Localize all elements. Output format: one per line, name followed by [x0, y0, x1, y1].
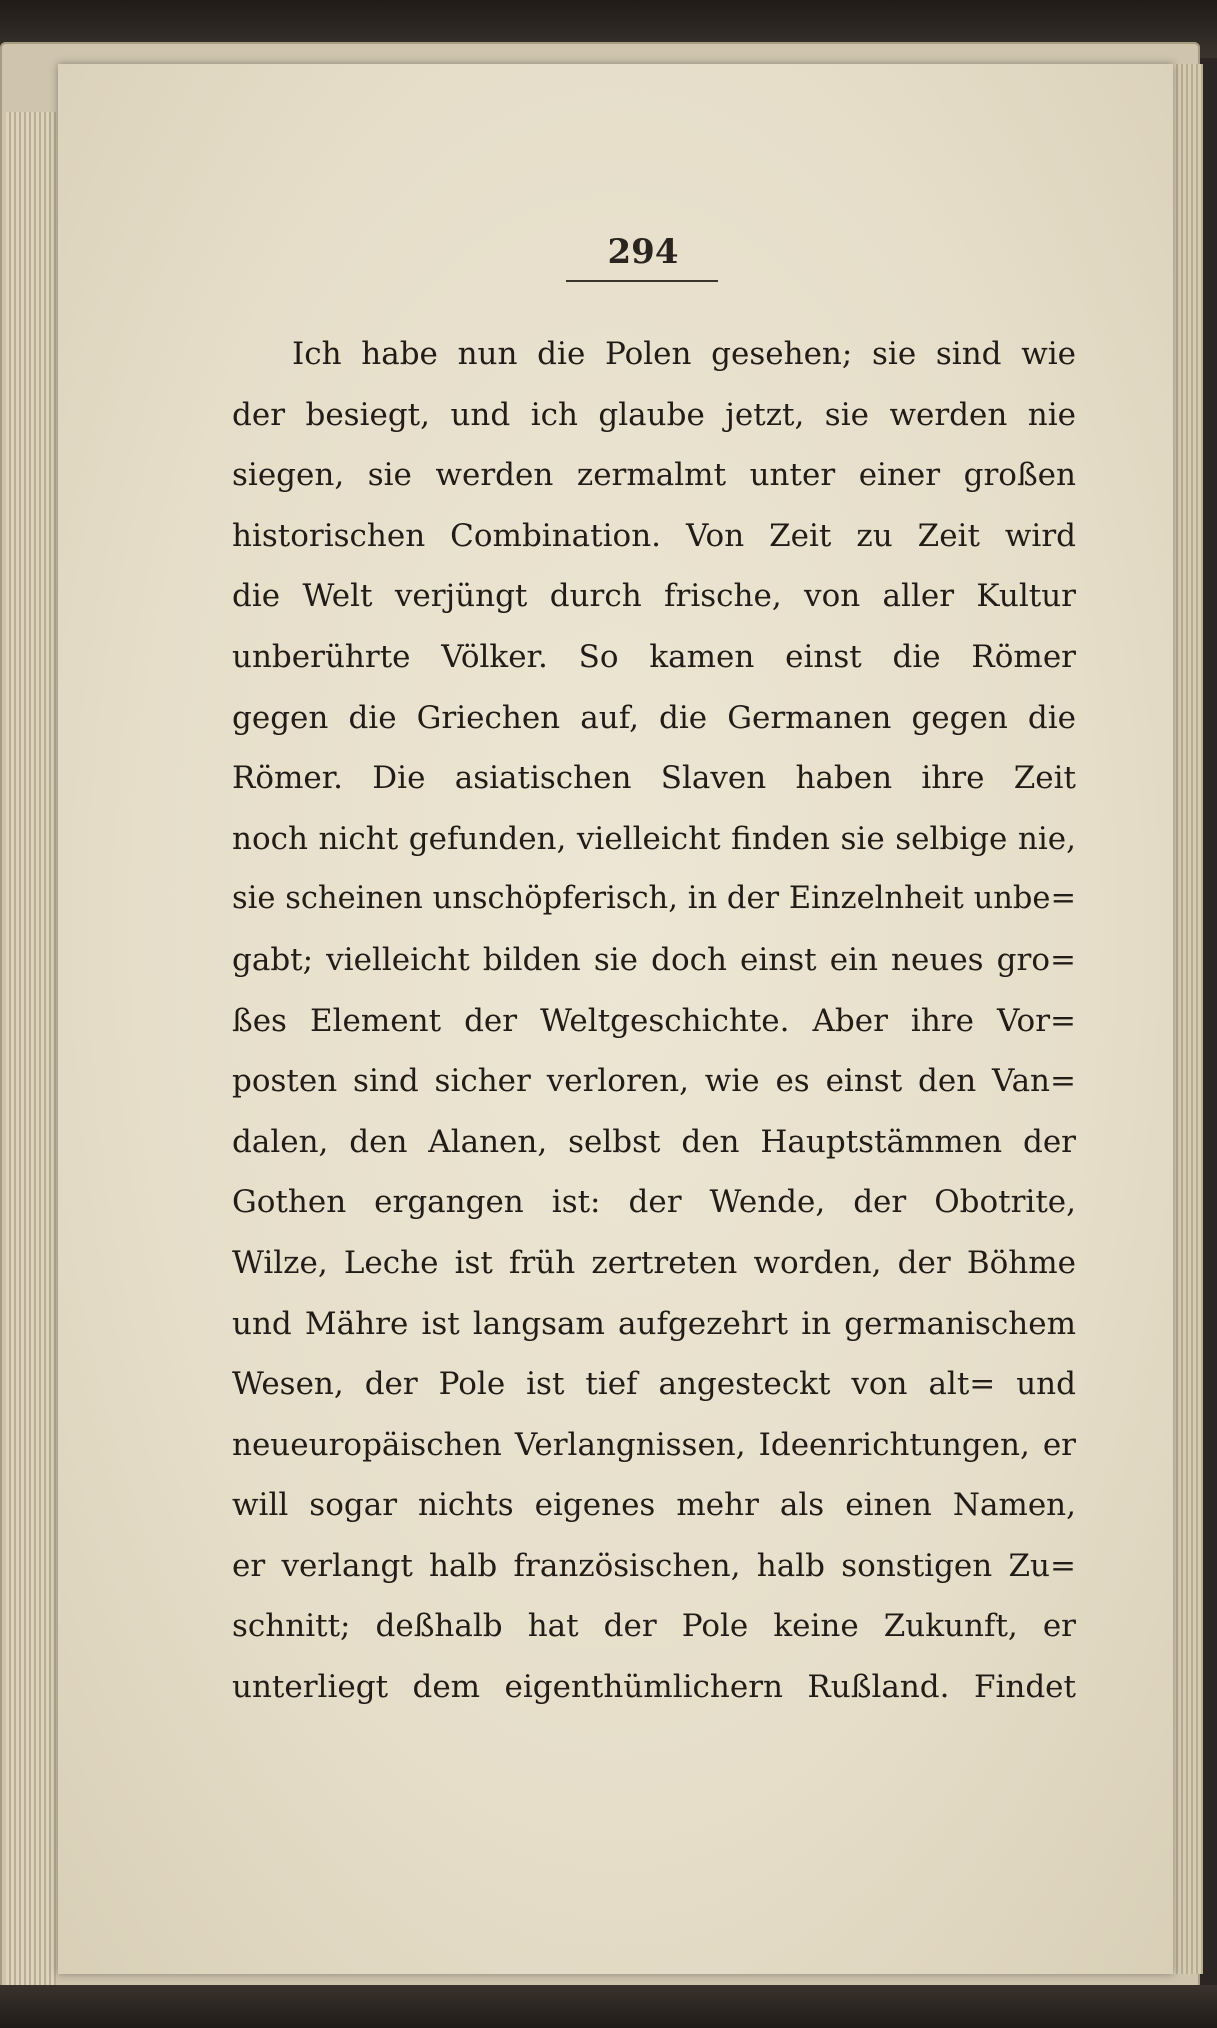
scanner-background-bottom — [0, 1985, 1217, 2028]
page-number-rule — [566, 280, 718, 282]
text-line: Ich habe nun die Polen gesehen; sie sind wie — [292, 336, 1076, 372]
text-line: die Welt verjüngt durch frische, von aller Kultur — [232, 578, 1076, 615]
text-line: unterliegt dem eigenthümlichern Rußland. Findet — [232, 1669, 1076, 1706]
text-line: unberührte Völker. So kamen einst die Römer — [232, 638, 1076, 675]
text-line: siegen, sie werden zermalmt unter einer großen — [232, 457, 1076, 494]
text-line: er verlangt halb französischen, halb sonstigen Zu= — [232, 1547, 1076, 1584]
text-line: Wilze, Leche ist früh zertreten worden, der Böhme — [232, 1244, 1076, 1281]
text-line: dalen, den Alanen, selbst den Hauptstämmen der — [232, 1123, 1076, 1160]
text-line: will sogar nichts eigenes mehr als einen Namen, — [232, 1487, 1076, 1524]
text-line: Gothen ergangen ist: der Wende, der Obotrite, — [232, 1184, 1076, 1221]
page-edges-right — [1173, 64, 1203, 1974]
text-line: und Mähre ist langsam aufgezehrt in germanischem — [232, 1305, 1076, 1342]
text-line: gabt; vielleicht bilden sie doch einst ein neues gro= — [232, 941, 1076, 978]
text-line: Römer. Die asiatischen Slaven haben ihre Zeit — [232, 760, 1076, 797]
page-edges-left — [6, 112, 56, 1992]
text-line: historischen Combination. Von Zeit zu Zeit wird — [232, 517, 1076, 554]
text-line: Wesen, der Pole ist tief angesteckt von alt= und — [232, 1366, 1076, 1403]
text-line: ßes Element der Weltgeschichte. Aber ihre Vor= — [232, 1002, 1076, 1039]
text-line: neueuropäischen Verlangnissen, Ideenrichtungen, er — [232, 1426, 1076, 1463]
page-number: 294 — [607, 232, 679, 272]
text-line: gegen die Griechen auf, die Germanen gegen die — [232, 699, 1076, 736]
body-text — [232, 324, 1076, 1718]
text-line: schnitt; deßhalb hat der Pole keine Zukunft, er — [232, 1608, 1076, 1645]
text-line: sie scheinen unschöpferisch, in der Einzelnheit unbe= — [232, 881, 1076, 917]
text-line: der besiegt, und ich glaube jetzt, sie werden nie — [232, 396, 1076, 433]
text-line: noch nicht gefunden, vielleicht finden sie selbige nie, — [232, 820, 1076, 857]
text-line: posten sind sicher verloren, wie es einst den Van= — [232, 1063, 1076, 1100]
